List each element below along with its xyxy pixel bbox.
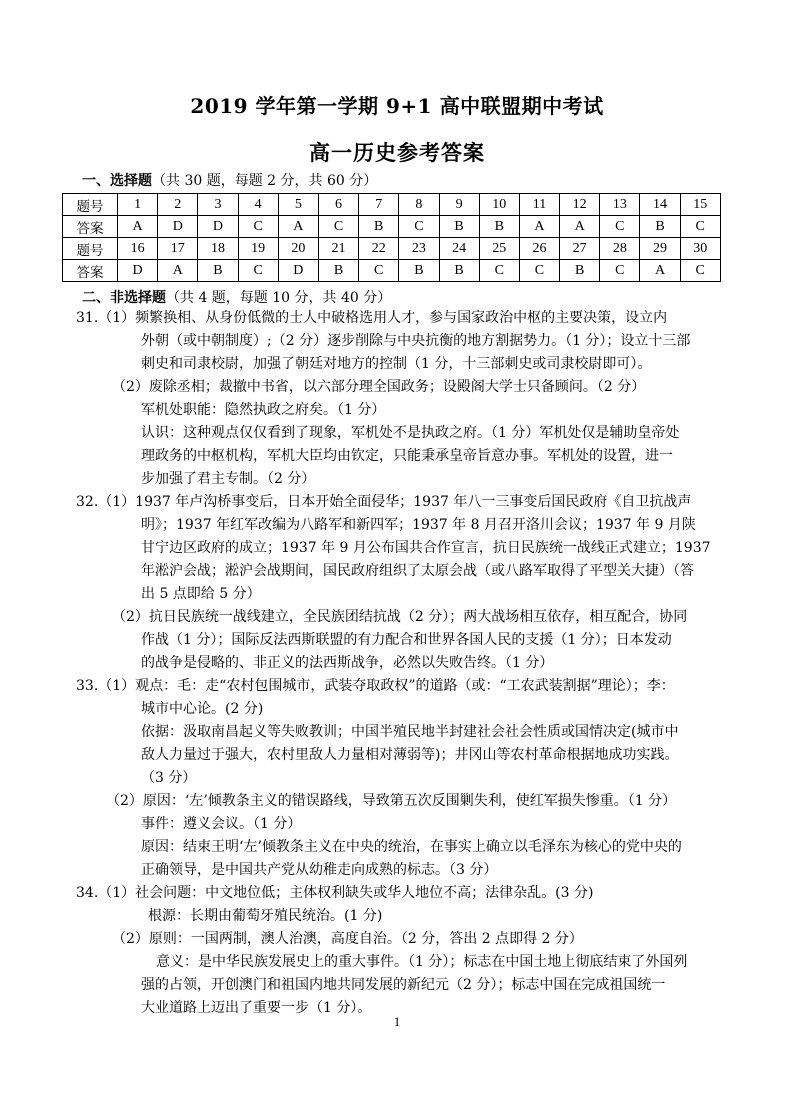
- answer-table-cell: B: [560, 260, 600, 282]
- answer-table-cell: 21: [318, 238, 358, 260]
- answer-table-cell: A: [118, 216, 158, 238]
- section-2-note: （共 4 题，每题 10 分，共 40 分）: [166, 290, 392, 306]
- answer-table-cell: 5: [278, 194, 318, 216]
- section-1-heading: [82, 172, 377, 190]
- answer-table-row-header: 答案: [63, 216, 118, 238]
- section-2-label: 二、非选择题: [82, 290, 166, 306]
- answer-table-cell: 16: [118, 238, 158, 260]
- answer-table-cell: 20: [278, 238, 318, 260]
- q33-line: 城市中心论。(2 分): [141, 701, 264, 717]
- q32-line: 的战争是侵略的、非正义的法西斯战争，必然以失败告终。（1 分）: [141, 655, 554, 671]
- answer-table-cell: 12: [560, 194, 600, 216]
- answer-table-cell: 28: [600, 238, 640, 260]
- answer-table-cell: 18: [198, 238, 238, 260]
- q34-line: 根源：长期由葡萄牙殖民统治。(1 分): [148, 908, 383, 924]
- answer-table-cell: C: [359, 260, 399, 282]
- answer-table-cell: B: [439, 216, 479, 238]
- question-31: [76, 307, 690, 491]
- q33-line: （2）原因：‘左’倾教条主义的错误路线，导致第五次反围剿失利，使红军损失惨重。（1 分）: [106, 793, 677, 809]
- answer-table-cell: 7: [359, 194, 399, 216]
- q32-line: 出 5 点即给 5 分）: [141, 586, 261, 602]
- q34-line: 34.（1）社会问题：中文地位低；主体权利缺失或华人地位不高；法律杂乱。(3 分): [76, 885, 594, 901]
- answer-table-cell: C: [399, 216, 439, 238]
- answer-table-cell: C: [238, 216, 278, 238]
- answer-table-cell: A: [278, 216, 318, 238]
- answer-table-cell: 9: [439, 194, 479, 216]
- answer-table-cell: 30: [680, 238, 720, 260]
- answer-table-cell: C: [600, 216, 640, 238]
- answer-table-row: [63, 260, 721, 282]
- answer-table: [62, 193, 721, 282]
- answer-table-cell: 13: [600, 194, 640, 216]
- answer-table-cell: 15: [680, 194, 720, 216]
- answer-table-cell: 17: [158, 238, 198, 260]
- answer-table-cell: 10: [479, 194, 519, 216]
- answer-table-cell: D: [198, 216, 238, 238]
- q33-line: 依据：汲取南昌起义等失败教训；中国半殖民地半封建社会社会性质或国情决定(城市中: [141, 724, 679, 740]
- question-33: [76, 675, 682, 882]
- answer-table-cell: 29: [640, 238, 680, 260]
- q31-line: 外朝（或中朝制度）;（2 分）逐步削除与中央抗衡的地方割据势力。（1 分）；设立十三部: [141, 333, 691, 349]
- answer-table-cell: A: [640, 260, 680, 282]
- answer-table-cell: 19: [238, 238, 278, 260]
- answer-table-cell: 14: [640, 194, 680, 216]
- answer-table-cell: 26: [519, 238, 559, 260]
- answer-table-cell: D: [118, 260, 158, 282]
- answer-table-cell: 4: [238, 194, 278, 216]
- answer-table-cell: C: [680, 260, 720, 282]
- answer-table-cell: C: [238, 260, 278, 282]
- q32-line: 32.（1）1937 年卢沟桥事变后，日本开始全面侵华；1937 年八一三事变后国民政府《自卫抗战声: [76, 494, 692, 510]
- answer-table-cell: A: [560, 216, 600, 238]
- page-number: 1: [393, 1014, 401, 1029]
- answer-table-row-header: 题号: [63, 238, 118, 260]
- answer-table-cell: C: [680, 216, 720, 238]
- exam-title: 2019 学年第一学期 9+1 高中联盟期中考试: [190, 94, 604, 118]
- answer-table-cell: B: [479, 216, 519, 238]
- answer-table-row-header: 答案: [63, 260, 118, 282]
- q31-line: 步加强了君主专制。（2 分）: [141, 471, 316, 487]
- answer-table-cell: C: [600, 260, 640, 282]
- answer-table-cell: B: [640, 216, 680, 238]
- answer-table-cell: B: [198, 260, 238, 282]
- q32-line: 作战（1 分）；国际反法西斯联盟的有力配合和世界各国人民的支援（1 分）；日本发动: [141, 632, 672, 648]
- answer-table-cell: 23: [399, 238, 439, 260]
- q33-line: （3 分）: [141, 770, 197, 786]
- q34-line: 意义：是中华民族发展史上的重大事件。（1 分）；标志在中国土地上彻底结束了外国列: [156, 954, 688, 970]
- section-1-label: 一、选择题: [82, 173, 152, 189]
- q34-line: （2）原则：一国两制，澳人治澳，高度自治。（2 分，答出 2 点即得 2 分）: [112, 931, 583, 947]
- section-1-note: （共 30 题，每题 2 分，共 60 分）: [152, 173, 378, 189]
- q32-line: 甘宁边区政府的成立；1937 年 9 月公布国共合作宣言，抗日民族统一战线正式建立；1937: [141, 540, 711, 556]
- answer-table-cell: 8: [399, 194, 439, 216]
- q31-line: 军机处职能：隐然执政之府矣。（1 分）: [141, 402, 386, 418]
- section-2-heading: [82, 289, 391, 307]
- answer-table-cell: 11: [519, 194, 559, 216]
- q33-line: 33.（1）观点：毛：走“农村包围城市，武装夺取政权”的道路（或：“工农武装割据”理论）；李：: [76, 678, 675, 694]
- answer-table-cell: 22: [359, 238, 399, 260]
- q31-line: 认识：这种观点仅仅看到了现象，军机处不是执政之府。（1 分）军机处仅是辅助皇帝处: [141, 425, 680, 441]
- answer-table-row: [63, 216, 721, 238]
- answer-table-cell: 3: [198, 194, 238, 216]
- q33-line: 敌人力量过于强大，农村里敌人力量相对薄弱等)；井冈山等农村革命根据地成功实践。: [141, 747, 679, 763]
- answer-table-cell: B: [359, 216, 399, 238]
- q31-line: 刺史和司隶校尉，加强了朝廷对地方的控制（1 分，十三部刺史或司隶校尉即可）。: [141, 356, 652, 372]
- q33-line: 原因：结束王明‘左’倾教条主义在中央的统治，在事实上确立以毛泽东为核心的党中央的: [141, 839, 682, 855]
- q33-line: 正确领导，是中国共产党从幼稚走向成熟的标志。（3 分）: [141, 862, 498, 878]
- q31-line: 31.（1）频繁换相、从身份低微的士人中破格选用人才，参与国家政治中枢的主要决策，设立内: [76, 310, 668, 326]
- answer-table-row: [63, 238, 721, 260]
- answer-table-cell: 24: [439, 238, 479, 260]
- q31-line: 理政务的中枢机构，军机大臣均由钦定，只能秉承皇帝旨意办事。军机处的设置，进一: [141, 448, 673, 464]
- q31-line: （2）废除丞相；裁撤中书省，以六部分理全国政务；设殿阁大学士只备顾问。（2 分）: [112, 379, 646, 395]
- answer-table-row: [63, 194, 721, 216]
- answer-table-cell: 27: [560, 238, 600, 260]
- answer-table-cell: C: [318, 216, 358, 238]
- q33-line: 事件：遵义会议。（1 分）: [141, 816, 302, 832]
- q34-line: 强的占领，开创澳门和祖国内地共同发展的新纪元（2 分）；标志中国在完成祖国统一: [141, 977, 666, 993]
- answer-table-cell: 1: [118, 194, 158, 216]
- answer-table-cell: A: [519, 216, 559, 238]
- q34-line: 大业道路上迈出了重要一步（1 分）。: [141, 1000, 372, 1016]
- q32-line: 明》；1937 年红军改编为八路军和新四军；1937 年 8 月召开洛川会议；1937 年 9 月陕: [141, 517, 696, 533]
- question-34: [76, 882, 687, 1020]
- answer-table-cell: B: [439, 260, 479, 282]
- question-32: [76, 491, 711, 675]
- answer-table-cell: C: [519, 260, 559, 282]
- answer-table-cell: A: [158, 260, 198, 282]
- answer-table-cell: 2: [158, 194, 198, 216]
- answer-key-title: 高一历史参考答案: [309, 140, 485, 165]
- answer-table-cell: D: [278, 260, 318, 282]
- answer-table-cell: 25: [479, 238, 519, 260]
- answer-table-cell: B: [318, 260, 358, 282]
- q32-line: 年淞沪会战；淞沪会战期间，国民政府组织了太原会战（或八路军取得了平型关大捷）（答: [141, 563, 694, 579]
- answer-table-row-header: 题号: [63, 194, 118, 216]
- answer-table-cell: D: [158, 216, 198, 238]
- q32-line: （2）抗日民族统一战线建立，全民族团结抗战（2 分）；两大战场相互依存，相互配合，协同: [112, 609, 688, 625]
- answer-table-cell: B: [399, 260, 439, 282]
- answer-table-cell: C: [479, 260, 519, 282]
- answer-table-cell: 6: [318, 194, 358, 216]
